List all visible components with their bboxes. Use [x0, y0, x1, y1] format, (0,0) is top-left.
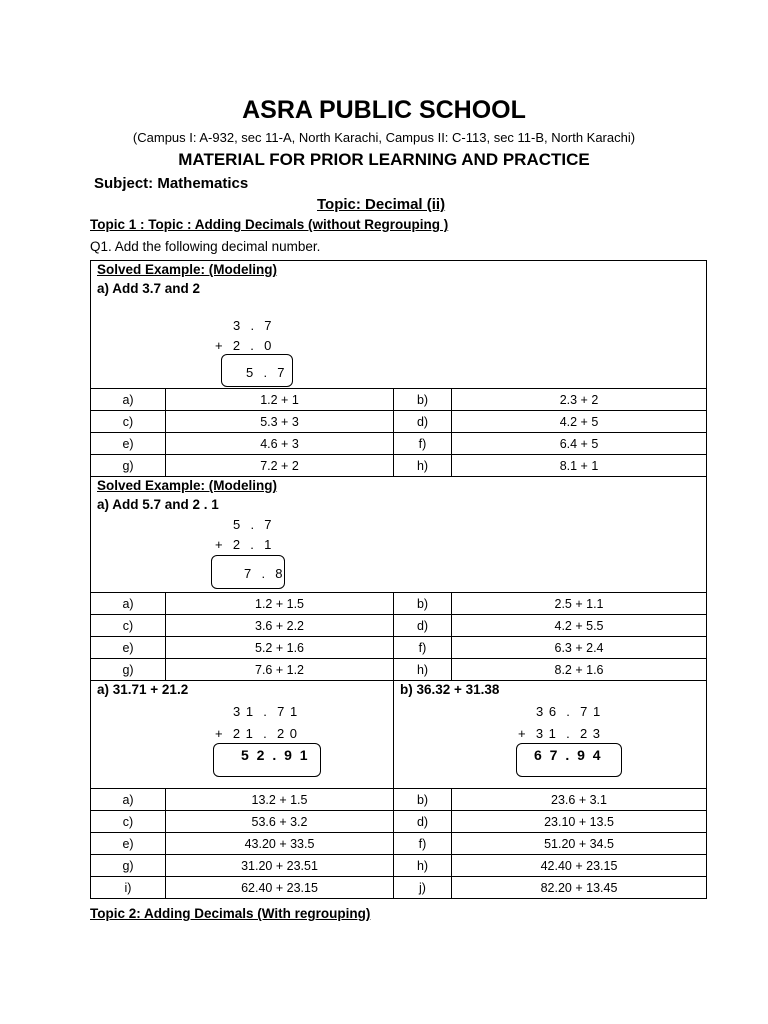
problem-value: 7.6 + 1.2 — [166, 659, 394, 681]
problem-label: f) — [394, 637, 452, 659]
solved-example-1 — [91, 261, 707, 389]
worksheet-table — [90, 260, 707, 899]
answer-value: 5 . 7 — [246, 365, 286, 380]
problem-value: 8.2 + 1.6 — [452, 659, 707, 681]
answer-value: 5 2 . 9 1 — [241, 747, 310, 763]
problem-label: f) — [394, 433, 452, 455]
table-row — [91, 455, 707, 477]
problem-label: e) — [91, 833, 166, 855]
campus-address: (Campus I: A-932, sec 11-A, North Karachi, Campus II: C-113, sec 11-B, North Karachi) — [132, 130, 636, 145]
problem-value: 43.20 + 33.5 — [166, 833, 394, 855]
school-name: ASRA PUBLIC SCHOOL — [242, 96, 526, 124]
problem-label: h) — [394, 455, 452, 477]
table-row — [91, 433, 707, 455]
problem-label: g) — [91, 855, 166, 877]
table-row — [91, 615, 707, 637]
subject-label: Subject: Mathematics — [94, 175, 249, 192]
problem-label: j) — [394, 877, 452, 899]
example-question: a) Add 5.7 and 2 . 1 — [97, 497, 219, 512]
problem-value: 42.40 + 23.15 — [452, 855, 707, 877]
table-row — [91, 811, 707, 833]
problem-value: 2.3 + 2 — [452, 389, 707, 411]
problem-label: a) — [91, 593, 166, 615]
problem-value: 6.4 + 5 — [452, 433, 707, 455]
table-row — [91, 637, 707, 659]
table-row — [91, 593, 707, 615]
problem-label: h) — [394, 855, 452, 877]
topic1-heading: Topic 1 : Topic : Adding Decimals (without Regrouping ) — [90, 217, 449, 232]
table-row — [91, 877, 707, 899]
answer-value: 6 7 . 9 4 — [534, 747, 603, 763]
problem-value: 5.2 + 1.6 — [166, 637, 394, 659]
topic-title: Topic: Decimal (ii) — [317, 196, 446, 213]
solved-heading: Solved Example: (Modeling) — [97, 478, 278, 493]
problem-label: d) — [394, 411, 452, 433]
addend-1: 5 . 7 — [233, 517, 273, 532]
problem-label: c) — [91, 615, 166, 637]
problem-value: 4.2 + 5 — [452, 411, 707, 433]
problem-label: d) — [394, 615, 452, 637]
table-row — [91, 855, 707, 877]
problem-value: 51.20 + 34.5 — [452, 833, 707, 855]
example-question: b) 36.32 + 31.38 — [400, 682, 500, 697]
problem-label: i) — [91, 877, 166, 899]
problem-value: 23.10 + 13.5 — [452, 811, 707, 833]
table-row — [91, 789, 707, 811]
problem-value: 5.3 + 3 — [166, 411, 394, 433]
problem-label: e) — [91, 637, 166, 659]
topic2-heading: Topic 2: Adding Decimals (With regrouping) — [90, 906, 371, 921]
problem-label: b) — [394, 789, 452, 811]
problem-label: f) — [394, 833, 452, 855]
question-1: Q1. Add the following decimal number. — [90, 239, 321, 254]
table-row — [91, 833, 707, 855]
problem-label: d) — [394, 811, 452, 833]
answer-value: 7 . 8 — [244, 566, 284, 581]
table-row — [91, 659, 707, 681]
solved-heading: Solved Example: (Modeling) — [97, 262, 278, 277]
problem-value: 1.2 + 1 — [166, 389, 394, 411]
problem-value: 4.6 + 3 — [166, 433, 394, 455]
example-question: a) 31.71 + 21.2 — [97, 682, 189, 697]
problem-label: b) — [394, 389, 452, 411]
addend-2: + 2 . 1 — [215, 537, 273, 552]
problem-label: e) — [91, 433, 166, 455]
addend-1: 3 6 . 7 1 — [536, 704, 602, 719]
table-row — [91, 389, 707, 411]
material-title: MATERIAL FOR PRIOR LEARNING AND PRACTICE — [178, 150, 590, 169]
problem-label: h) — [394, 659, 452, 681]
problem-value: 31.20 + 23.51 — [166, 855, 394, 877]
problem-value: 82.20 + 13.45 — [452, 877, 707, 899]
problem-value: 53.6 + 3.2 — [166, 811, 394, 833]
problem-value: 3.6 + 2.2 — [166, 615, 394, 637]
problem-value: 13.2 + 1.5 — [166, 789, 394, 811]
problem-label: c) — [91, 411, 166, 433]
solved-example-2 — [91, 477, 707, 593]
problem-label: g) — [91, 659, 166, 681]
example-question: a) Add 3.7 and 2 — [97, 281, 201, 296]
addend-2: + 3 1 . 2 3 — [518, 726, 602, 741]
problem-label: a) — [91, 789, 166, 811]
worked-example-left — [91, 681, 394, 789]
addend-1: 3 . 7 — [233, 318, 273, 333]
problem-value: 6.3 + 2.4 — [452, 637, 707, 659]
problem-label: g) — [91, 455, 166, 477]
addend-2: + 2 1 . 2 0 — [215, 726, 299, 741]
problem-value: 1.2 + 1.5 — [166, 593, 394, 615]
addend-2: + 2 . 0 — [215, 338, 273, 353]
problem-label: b) — [394, 593, 452, 615]
problem-value: 4.2 + 5.5 — [452, 615, 707, 637]
addend-1: 3 1 . 7 1 — [233, 704, 299, 719]
problem-label: a) — [91, 389, 166, 411]
table-row — [91, 411, 707, 433]
problem-value: 62.40 + 23.15 — [166, 877, 394, 899]
problem-value: 7.2 + 2 — [166, 455, 394, 477]
problem-label: c) — [91, 811, 166, 833]
worked-example-right — [394, 681, 707, 789]
problem-value: 2.5 + 1.1 — [452, 593, 707, 615]
problem-value: 8.1 + 1 — [452, 455, 707, 477]
problem-value: 23.6 + 3.1 — [452, 789, 707, 811]
